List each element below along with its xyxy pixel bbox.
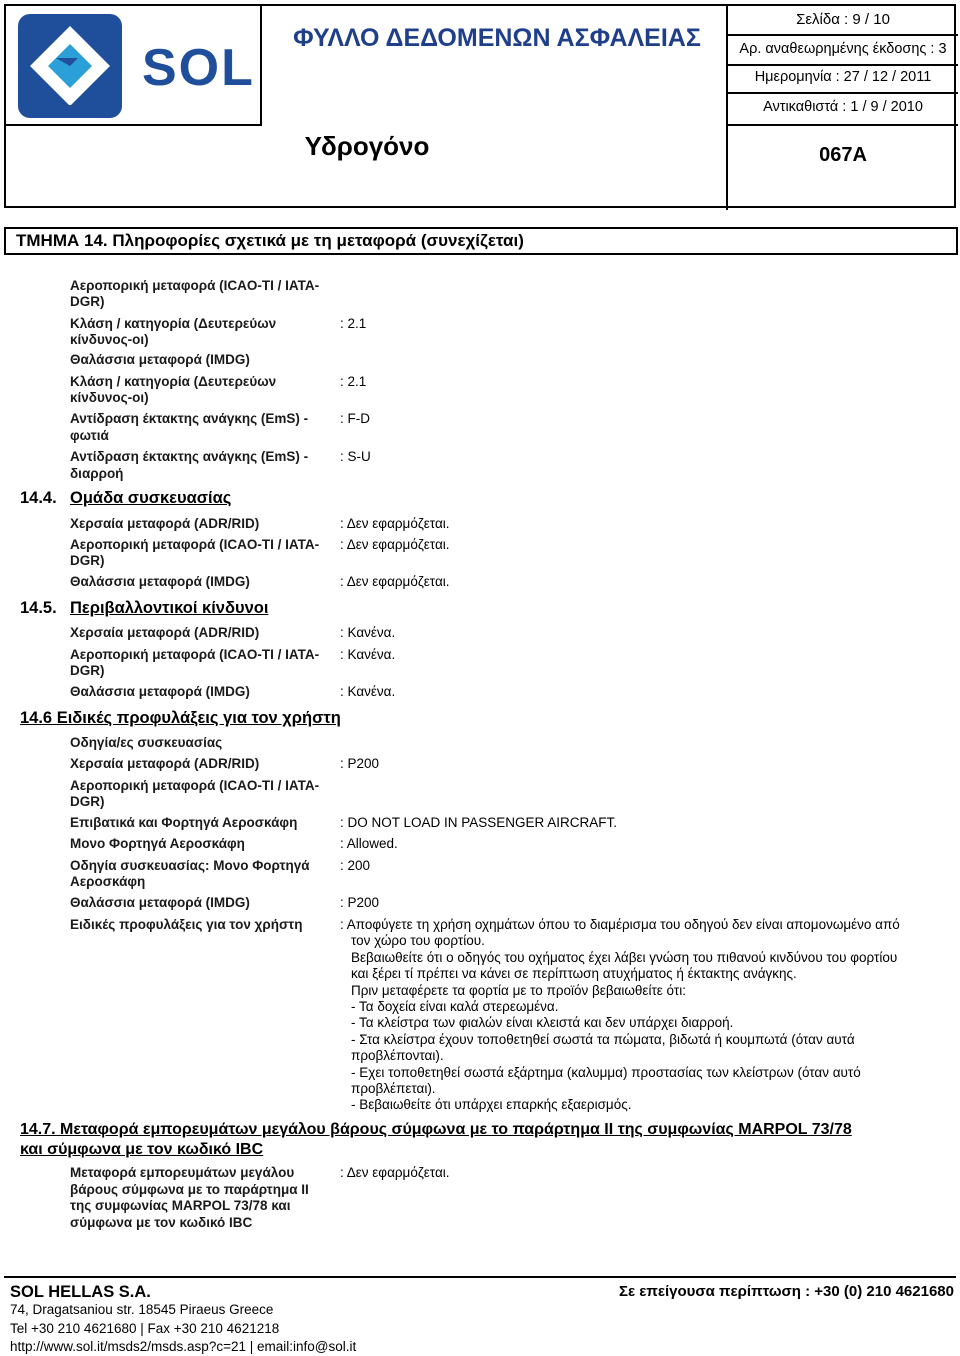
land-transport-label: Χερσαία μεταφορά (ADR/RID) [70, 625, 260, 640]
precautions-line: - Τα κλείστρα των φιαλών είναι κλειστά και δεν υπάρχει διαρροή. [351, 1015, 734, 1031]
class-value: : 2.1 [340, 374, 367, 389]
marpol-label-line: βάρους σύμφωνα με το παράρτημα II [70, 1181, 309, 1197]
cargo-packing-label-cont: Αεροσκάφη [70, 874, 146, 889]
air-transport-label: Αεροπορική μεταφορά (ICAO-TI / IATA- [70, 778, 320, 793]
precautions-line: και ξέρει τί πρέπει να κάνει σε περίπτωση ατυχήματος ή έκτακτης ανάγκης. [351, 966, 797, 982]
marpol-label-line: της συμφωνίας MARPOL 73/78 και [70, 1198, 291, 1213]
product-name: Υδρογόνο [304, 131, 430, 161]
cargo-packing-value: : 200 [340, 858, 371, 873]
footer-company: SOL HELLAS S.A. [10, 1283, 151, 1301]
precautions-text [340, 917, 900, 1114]
ems-fire-value: : F-D [340, 411, 370, 426]
air-transport-value: : Δεν εφαρμόζεται. [340, 537, 450, 552]
precautions-line: Πριν μεταφέρετε τα φορτία με το προϊόν βεβαιωθείτε ότι: [351, 982, 686, 998]
land-transport-value: : P200 [340, 756, 380, 771]
precautions-line: - Τα δοχεία είναι καλά στερεωμένα. [351, 999, 559, 1015]
replaces-date: Αντικαθιστά : 1 / 9 / 2010 [763, 99, 923, 115]
class-label: Κλάση / κατηγορία (Δευτερεύων [70, 316, 277, 331]
footer-phones: Tel +30 210 4621680 | Fax +30 210 4621218 [10, 1321, 280, 1336]
ems-fire-label: Αντίδραση έκτακτης ανάγκης (EmS) - [70, 411, 309, 426]
ems-spill-label-cont: διαρροή [70, 466, 124, 481]
air-transport-label: Αεροπορική μεταφορά (ICAO-TI / IATA- [70, 537, 320, 552]
precautions-label: Ειδικές προφυλάξεις για τον χρήστη [70, 917, 303, 932]
precautions-line: τον χώρο του φορτίου. [351, 933, 485, 949]
sea-transport-label: Θαλάσσια μεταφορά (IMDG) [70, 352, 250, 367]
air-transport-label-cont: DGR) [70, 553, 105, 568]
page-number: Σελίδα : 9 / 10 [796, 11, 890, 28]
precautions-line: - Στα κλείστρα έχουν τοποθετηθεί σωστά τα πώματα, βιδωτά ή κουμπωτά (όταν αυτά [351, 1031, 855, 1047]
precautions-line: προβλέπονται). [351, 1048, 444, 1064]
sea-transport-label: Θαλάσσια μεταφορά (IMDG) [70, 895, 250, 910]
footer-divider [4, 1276, 956, 1278]
packing-instructions-label: Οδηγία/ες συσκευασίας [70, 735, 223, 750]
logo-box [6, 6, 262, 126]
sea-transport-value: : Δεν εφαρμόζεται. [340, 574, 450, 589]
footer-emergency: Σε επείγουσα περίπτωση : +30 (0) 210 4621680 [618, 1283, 954, 1300]
logo-group-text: SOLGROUP [30, 102, 105, 117]
section-title: ΤΜΗΜΑ 14. Πληροφορίες σχετικά με τη μεταφορά (συνεχίζεται) [4, 227, 958, 255]
footer-address: 74, Dragatsaniou str. 18545 Piraeus Greece [10, 1302, 274, 1317]
cargo-packing-label: Οδηγία συσκευασίας: Μονο Φορτηγά [70, 858, 310, 873]
air-transport-label-cont: DGR) [70, 663, 105, 678]
class-label-cont: κίνδυνος-οι) [70, 390, 149, 405]
section-14-4-number: 14.4. [20, 489, 57, 507]
revision-date: Ημερομηνία : 27 / 12 / 2011 [754, 69, 932, 85]
air-transport-label: Αεροπορική μεταφορά (ICAO-TI / IATA- [70, 278, 320, 293]
product-code: 067A [819, 144, 867, 166]
revision-number: Αρ. αναθεωρημένης έκδοσης : 3 [739, 41, 947, 57]
land-transport-label: Χερσαία μεταφορά (ADR/RID) [70, 516, 260, 531]
air-transport-value: : Κανένα. [340, 647, 396, 662]
marpol-value: : Δεν εφαρμόζεται. [340, 1165, 450, 1180]
marpol-label-line: σύμφωνα με τον κωδικό IBC [70, 1214, 253, 1230]
marpol-label [70, 1165, 309, 1231]
section-14-4-heading: Ομάδα συσκευασίας [70, 489, 232, 507]
precautions-line: : Αποφύγετε τη χρήση οχημάτων όπου το διαμέρισμα του οδηγού δεν είναι απομονωμένο από [340, 917, 900, 932]
marpol-label-line: Μεταφορά εμπορευμάτων μεγάλου [70, 1165, 295, 1180]
precautions-line: - Εχει τοποθετηθεί σωστά εξάρτημα (καλυμμα) προστασίας των κλείστρων (όταν αυτό [351, 1064, 861, 1080]
footer-web-email[interactable]: http://www.sol.it/msds2/msds.asp?c=21 | email:info@sol.it [10, 1339, 357, 1354]
land-transport-value: : Δεν εφαρμόζεται. [340, 516, 450, 531]
class-value: : 2.1 [340, 316, 367, 331]
air-transport-label-cont: DGR) [70, 294, 105, 309]
land-transport-label: Χερσαία μεταφορά (ADR/RID) [70, 756, 260, 771]
ems-fire-label-cont: φωτιά [70, 428, 109, 443]
section-14-6-heading: 14.6 Ειδικές προφυλάξεις για τον χρήστη [20, 709, 341, 727]
section-14-7-heading-cont: και σύμφωνα με τον κωδικό IBC [20, 1141, 264, 1158]
sea-transport-value: : Κανένα. [340, 684, 396, 699]
document-header [4, 4, 956, 208]
cargo-aircraft-value: : Allowed. [340, 836, 398, 851]
air-transport-label: Αεροπορική μεταφορά (ICAO-TI / IATA- [70, 647, 320, 662]
logo-text: SOL [142, 39, 255, 97]
section-14-5-heading: Περιβαλλοντικοί κίνδυνοι [70, 599, 269, 617]
section-14-5-number: 14.5. [20, 599, 57, 617]
passenger-cargo-aircraft-value: : DO NOT LOAD IN PASSENGER AIRCRAFT. [340, 815, 618, 830]
section-14-7-heading: 14.7. Μεταφορά εμπορευμάτων μεγάλου βάρους σύμφωνα με το παράρτημα II της συμφωνίας MARPOL 73/78 [20, 1121, 852, 1138]
sea-transport-value: : P200 [340, 895, 380, 910]
ems-spill-value: : S-U [340, 449, 371, 464]
passenger-cargo-aircraft-label: Επιβατικά και Φορτηγά Αεροσκάφη [70, 815, 298, 830]
sea-transport-label: Θαλάσσια μεταφορά (IMDG) [70, 684, 250, 699]
document-title: ΦΥΛΛΟ ΔΕΔΟΜΕΝΩΝ ΑΣΦΑΛΕΙΑΣ [293, 24, 701, 52]
class-label-cont: κίνδυνος-οι) [70, 332, 149, 347]
class-label: Κλάση / κατηγορία (Δευτερεύων [70, 374, 277, 389]
sea-transport-label: Θαλάσσια μεταφορά (IMDG) [70, 574, 250, 589]
precautions-line: - Βεβαιωθείτε ότι υπάρχει επαρκής εξαερισμός. [351, 1097, 632, 1113]
cargo-aircraft-label: Μονο Φορτηγά Αεροσκάφη [70, 836, 245, 851]
precautions-line: Βεβαιωθείτε ότι ο οδηγός του οχήματος έχει λάβει γνώση του πιθανού κινδύνου του φορτίου [351, 949, 898, 965]
air-transport-label-cont: DGR) [70, 794, 105, 809]
precautions-line: προβλέπεται). [351, 1081, 436, 1097]
land-transport-value: : Κανένα. [340, 625, 396, 640]
ems-spill-label: Αντίδραση έκτακτης ανάγκης (EmS) - [70, 449, 309, 464]
